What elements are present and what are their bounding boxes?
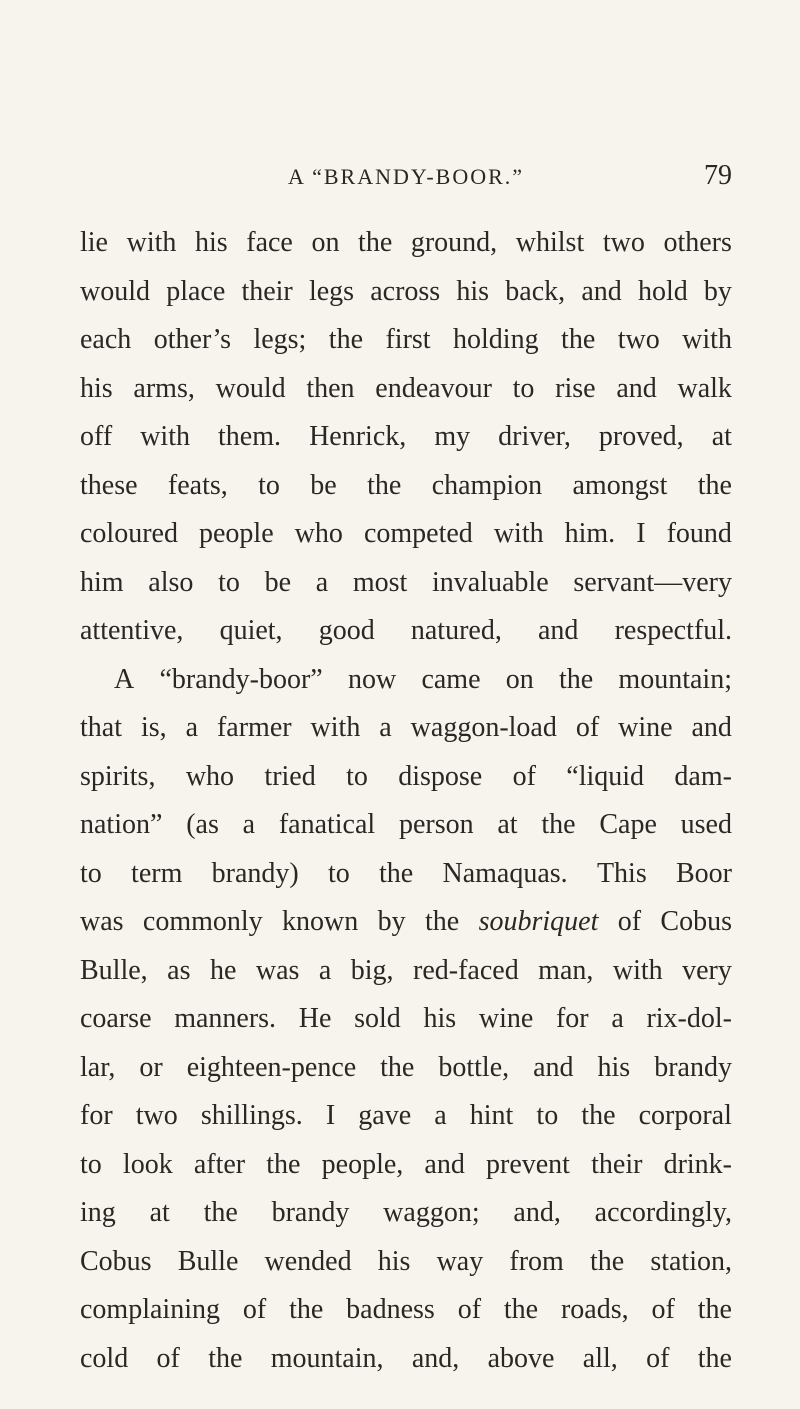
- word: his: [194, 227, 228, 258]
- word: would: [80, 275, 150, 307]
- word: who: [294, 518, 343, 549]
- word: Boor: [676, 857, 732, 889]
- word: accordingly,: [594, 1197, 732, 1228]
- word: the: [697, 469, 732, 501]
- word: shillings.: [200, 1100, 303, 1131]
- word: manners.: [174, 1003, 277, 1034]
- word: at: [149, 1197, 170, 1228]
- word: mountain,: [270, 1342, 384, 1374]
- word: their: [241, 275, 293, 307]
- text-line: [80, 365, 732, 414]
- text-line: [80, 413, 732, 462]
- word: “liquid: [566, 760, 645, 792]
- word: with: [126, 227, 177, 258]
- word: good: [318, 615, 375, 646]
- word: rise: [555, 372, 596, 404]
- word: the: [503, 1294, 539, 1325]
- word: to: [258, 469, 280, 501]
- word: Henrick,: [309, 421, 407, 452]
- word: at: [497, 809, 518, 840]
- word: the: [328, 324, 364, 355]
- word: rix-dol-: [646, 1003, 732, 1034]
- word: to: [80, 857, 102, 889]
- text-line: [80, 656, 732, 705]
- word: Bulle: [177, 1245, 239, 1277]
- word: the: [558, 663, 594, 695]
- word: with: [682, 324, 732, 355]
- word: came: [421, 663, 481, 695]
- text-line: [80, 219, 732, 268]
- word: other’s: [153, 324, 231, 355]
- word: the: [379, 857, 414, 889]
- word: the: [541, 809, 576, 840]
- word: fanatical: [278, 809, 376, 840]
- word: on: [505, 663, 534, 695]
- text-line: [80, 462, 732, 511]
- word: would: [215, 372, 286, 404]
- word: roads,: [560, 1294, 629, 1325]
- word: first: [385, 324, 431, 355]
- word: mountain;: [618, 663, 732, 695]
- word: the: [424, 906, 460, 937]
- word: by: [377, 906, 406, 937]
- word: a: [242, 809, 256, 840]
- text-line: [80, 753, 732, 802]
- word: He: [298, 1003, 332, 1034]
- word: station,: [650, 1245, 732, 1277]
- word: the: [358, 227, 393, 258]
- word: two: [135, 1100, 178, 1131]
- text-line: [80, 268, 732, 317]
- word: and: [616, 372, 657, 404]
- word: Cobus: [80, 1245, 152, 1277]
- word: the: [208, 1342, 243, 1374]
- word: and: [533, 1051, 574, 1083]
- word: for: [80, 1100, 113, 1131]
- word: champion: [431, 469, 543, 501]
- text-line: [80, 704, 732, 753]
- word: his: [423, 1003, 457, 1034]
- word: endeavour: [375, 372, 492, 404]
- word: my: [434, 421, 471, 452]
- word: a: [379, 712, 392, 743]
- word: the: [367, 469, 402, 501]
- word: he: [209, 954, 237, 986]
- word: look: [122, 1148, 173, 1180]
- word: the: [380, 1051, 415, 1083]
- word: drink-: [663, 1148, 732, 1180]
- word: also: [148, 566, 194, 598]
- word: with: [612, 954, 663, 986]
- word: off: [80, 421, 113, 452]
- word: as: [167, 954, 191, 986]
- word: invaluable: [432, 566, 549, 598]
- running-head: A “BRANDY-BOOR.”: [287, 164, 525, 189]
- word: was: [255, 954, 300, 986]
- word: others: [663, 227, 732, 258]
- word: at: [711, 421, 732, 452]
- word: a: [611, 1003, 624, 1034]
- word: gave: [358, 1100, 412, 1131]
- word: that: [80, 712, 122, 743]
- text-line: [80, 947, 732, 996]
- word: of: [651, 1294, 675, 1325]
- text-line: [80, 1092, 732, 1141]
- word: sold: [354, 1003, 401, 1034]
- word: arms,: [133, 372, 195, 404]
- word: commonly: [142, 906, 263, 937]
- text-line: [80, 510, 732, 559]
- word: driver,: [498, 421, 571, 452]
- word: I: [325, 1100, 336, 1131]
- word: of: [156, 1342, 180, 1374]
- word: big,: [350, 954, 394, 986]
- word: a: [434, 1100, 447, 1131]
- word: the: [697, 1342, 732, 1374]
- word: of: [512, 760, 536, 792]
- word: most: [352, 566, 408, 598]
- word: them.: [218, 421, 282, 452]
- word: be: [310, 469, 337, 501]
- word: soubriquet: [478, 906, 599, 937]
- word: the: [266, 1148, 301, 1180]
- word: spirits,: [80, 760, 156, 792]
- word: is,: [140, 712, 167, 743]
- word: people,: [321, 1148, 404, 1180]
- word: on: [311, 227, 340, 258]
- word: with: [310, 712, 361, 743]
- word: coarse: [80, 1003, 152, 1034]
- word: his: [377, 1245, 411, 1277]
- word: whilst: [515, 227, 585, 258]
- body-text: [80, 219, 732, 1383]
- word: after: [193, 1148, 246, 1180]
- word: and: [424, 1148, 465, 1180]
- word: ing: [80, 1197, 116, 1228]
- word: “brandy-boor”: [159, 663, 323, 695]
- word: and: [691, 712, 732, 743]
- word: amongst: [572, 469, 668, 501]
- word: natured,: [410, 615, 502, 646]
- word: red-faced: [413, 954, 519, 986]
- word: legs;: [253, 324, 307, 355]
- word: or: [139, 1051, 163, 1083]
- word: from: [509, 1245, 564, 1277]
- word: each: [80, 324, 132, 355]
- word: was: [80, 906, 124, 937]
- text-line: [80, 898, 732, 947]
- word: found: [666, 518, 732, 549]
- word: his: [80, 372, 113, 404]
- word: lar,: [80, 1051, 116, 1083]
- word: who: [185, 760, 235, 792]
- word: feats,: [167, 469, 228, 501]
- word: the: [203, 1197, 238, 1228]
- word: bottle,: [438, 1051, 510, 1083]
- word: people: [199, 518, 274, 549]
- word: wine: [618, 712, 673, 743]
- word: to: [327, 857, 350, 889]
- text-line: [80, 559, 732, 608]
- word: all,: [582, 1342, 618, 1374]
- word: above: [487, 1342, 555, 1374]
- word: hold: [637, 275, 688, 307]
- word: and,: [513, 1197, 561, 1228]
- word: by: [703, 275, 732, 307]
- text-line: [80, 850, 732, 899]
- text-line: [80, 607, 732, 656]
- text-line: [80, 1335, 732, 1384]
- text-line: [80, 1141, 732, 1190]
- word: brandy): [211, 857, 299, 889]
- word: I: [636, 518, 646, 549]
- word: wine: [478, 1003, 534, 1034]
- word: quiet,: [219, 615, 283, 646]
- word: now: [347, 663, 397, 695]
- word: across: [370, 275, 441, 307]
- page-number: 79: [704, 160, 732, 191]
- word: the: [697, 1294, 732, 1325]
- word: waggon-load: [410, 712, 557, 743]
- word: face: [246, 227, 293, 258]
- word: man,: [538, 954, 594, 986]
- word: prevent: [486, 1148, 570, 1180]
- word: to: [218, 566, 240, 598]
- word: cold: [80, 1342, 129, 1374]
- word: complaining: [80, 1294, 220, 1325]
- word: known: [282, 906, 359, 937]
- word: dam-: [674, 760, 732, 792]
- word: and,: [411, 1342, 460, 1374]
- word: used: [680, 809, 732, 840]
- word: nation”: [80, 809, 163, 840]
- word: to: [346, 760, 368, 792]
- word: attentive,: [80, 615, 184, 646]
- word: respectful.: [614, 615, 732, 646]
- word: very: [682, 954, 732, 986]
- text-line: [80, 1238, 732, 1287]
- text-line: [80, 1189, 732, 1238]
- word: these: [80, 469, 138, 501]
- word: (as: [186, 809, 219, 840]
- word: his: [597, 1051, 631, 1083]
- word: with: [140, 421, 190, 452]
- word: to: [80, 1148, 102, 1180]
- text-line: [80, 1286, 732, 1335]
- word: eighteen-pence: [186, 1051, 357, 1083]
- word: and: [581, 275, 622, 307]
- word: back,: [505, 275, 566, 307]
- word: to: [536, 1100, 559, 1131]
- word: place: [166, 275, 226, 307]
- word: of: [457, 1294, 482, 1325]
- word: of: [646, 1342, 670, 1374]
- word: be: [264, 566, 291, 598]
- word: holding: [453, 324, 539, 355]
- word: for: [555, 1003, 589, 1034]
- word: their: [591, 1148, 643, 1180]
- word: farmer: [216, 712, 292, 743]
- word: tried: [264, 760, 316, 792]
- word: dispose: [398, 760, 483, 792]
- word: This: [596, 857, 647, 889]
- word: with: [493, 518, 544, 549]
- text-line: [80, 995, 732, 1044]
- word: waggon;: [383, 1197, 480, 1228]
- word: him.: [564, 518, 616, 549]
- word: two: [602, 227, 645, 258]
- word: him: [80, 566, 124, 598]
- word: to: [512, 372, 535, 404]
- text-line: [80, 801, 732, 850]
- word: ground,: [410, 227, 498, 258]
- word: Cape: [599, 809, 657, 840]
- word: brandy: [271, 1197, 350, 1228]
- word: of: [617, 906, 642, 937]
- word: legs: [308, 275, 355, 307]
- word: of: [242, 1294, 267, 1325]
- word: the: [561, 324, 596, 355]
- word: the: [289, 1294, 324, 1325]
- word: a: [315, 566, 329, 598]
- word: corporal: [638, 1100, 732, 1131]
- word: wended: [264, 1245, 352, 1277]
- word: then: [306, 372, 355, 404]
- word: brandy: [654, 1051, 732, 1083]
- word: of: [575, 712, 600, 743]
- word: a: [318, 954, 332, 986]
- word: coloured: [80, 518, 178, 549]
- word: way: [436, 1245, 484, 1277]
- word: Cobus: [660, 906, 732, 937]
- word: hint: [469, 1100, 514, 1131]
- word: the: [581, 1100, 616, 1131]
- page-header: [80, 160, 732, 200]
- word: person: [398, 809, 474, 840]
- word: servant—very: [573, 566, 732, 598]
- word: Namaquas.: [442, 857, 568, 889]
- word: the: [589, 1245, 625, 1277]
- word: walk: [677, 372, 732, 404]
- word: and: [538, 615, 579, 646]
- word: lie: [80, 227, 108, 258]
- text-line: [80, 1044, 732, 1093]
- word: proved,: [598, 421, 684, 452]
- text-line: [80, 316, 732, 365]
- word: competed: [363, 518, 473, 549]
- word: two: [617, 324, 660, 355]
- word: badness: [346, 1294, 435, 1325]
- word: A: [114, 663, 135, 695]
- word: a: [185, 712, 199, 743]
- word: term: [131, 857, 183, 889]
- word: Bulle,: [80, 954, 148, 986]
- word: his: [456, 275, 490, 307]
